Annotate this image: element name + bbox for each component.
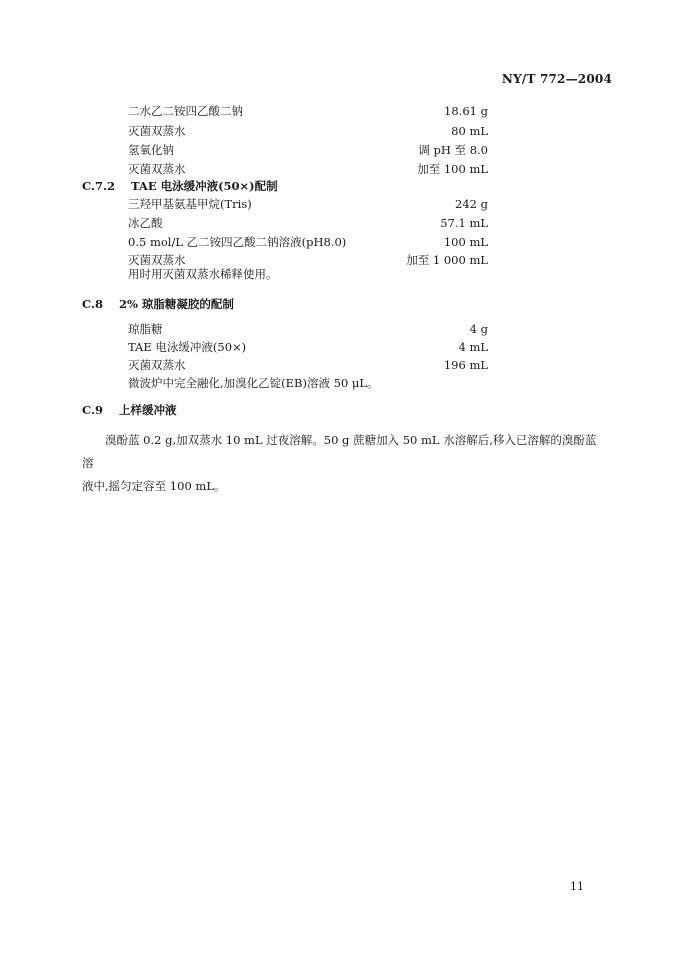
- reagent-amount: 196 mL: [443, 358, 488, 372]
- reagent-amount: 4 mL: [458, 340, 488, 354]
- section-title: 上样缓冲液: [118, 403, 177, 417]
- reagent-amount: 加至 100 mL: [417, 162, 488, 176]
- reagent-name: 二水乙二铵四乙酸二钠: [128, 104, 243, 118]
- usage-note: 用时用灭菌双蒸水稀释使用。: [128, 267, 278, 281]
- reagent-amount: 4 g: [469, 322, 488, 336]
- reagent-row: [128, 355, 488, 375]
- usage-note: 微波炉中完全融化,加溴化乙锭(EB)溶液 50 μL。: [128, 376, 379, 390]
- reagent-amount: 100 mL: [443, 235, 488, 249]
- paragraph-line: 液中,摇匀定容至 100 mL。: [82, 479, 226, 493]
- reagent-amount: 加至 1 000 mL: [406, 253, 488, 267]
- standard-code: NY/T 772—2004: [501, 72, 612, 86]
- reagent-name: 氢氧化钠: [128, 143, 174, 157]
- paragraph-line: 溴酚蓝 0.2 g,加双蒸水 10 mL 过夜溶解。50 g 蔗糖加入 50 mL 水溶解后,移入已溶解的溴酚蓝溶: [82, 433, 597, 470]
- reagent-name: 三羟甲基氨基甲烷(Tris): [128, 197, 252, 211]
- reagent-amount: 242 g: [455, 197, 488, 211]
- reagent-row: [128, 213, 488, 233]
- reagent-row: [128, 121, 488, 141]
- section-heading: [82, 294, 234, 314]
- section-title: TAE 电泳缓冲液(50×)配制: [130, 179, 278, 193]
- reagent-row: [128, 101, 488, 121]
- page-number: 11: [570, 880, 584, 893]
- reagent-row: [128, 140, 488, 160]
- reagent-name: 灭菌双蒸水: [128, 358, 186, 372]
- reagent-row: [128, 337, 488, 357]
- section-title: 2% 琼脂糖凝胶的配制: [118, 297, 234, 311]
- reagent-amount: 调 pH 至 8.0: [418, 143, 488, 157]
- reagent-name: 灭菌双蒸水: [128, 124, 186, 138]
- reagent-amount: 18.61 g: [444, 104, 488, 118]
- reagent-row: [128, 319, 488, 339]
- reagent-amount: 57.1 mL: [440, 216, 488, 230]
- reagent-name: 灭菌双蒸水: [128, 253, 186, 267]
- section-heading: [82, 176, 278, 196]
- reagent-name: 冰乙酸: [128, 216, 163, 230]
- reagent-row: [128, 232, 488, 252]
- reagent-amount: 80 mL: [451, 124, 488, 138]
- section-number: C.8: [82, 297, 103, 311]
- section-paragraph: [82, 429, 602, 498]
- section-heading: [82, 400, 176, 420]
- section-number: C.9: [82, 403, 103, 417]
- reagent-name: 灭菌双蒸水: [128, 162, 186, 176]
- reagent-name: 0.5 mol/L 乙二铵四乙酸二钠溶液(pH8.0): [128, 235, 347, 249]
- section-number: C.7.2: [82, 179, 115, 193]
- reagent-name: TAE 电泳缓冲液(50×): [128, 340, 247, 354]
- reagent-name: 琼脂糖: [128, 322, 163, 336]
- reagent-row: [128, 194, 488, 214]
